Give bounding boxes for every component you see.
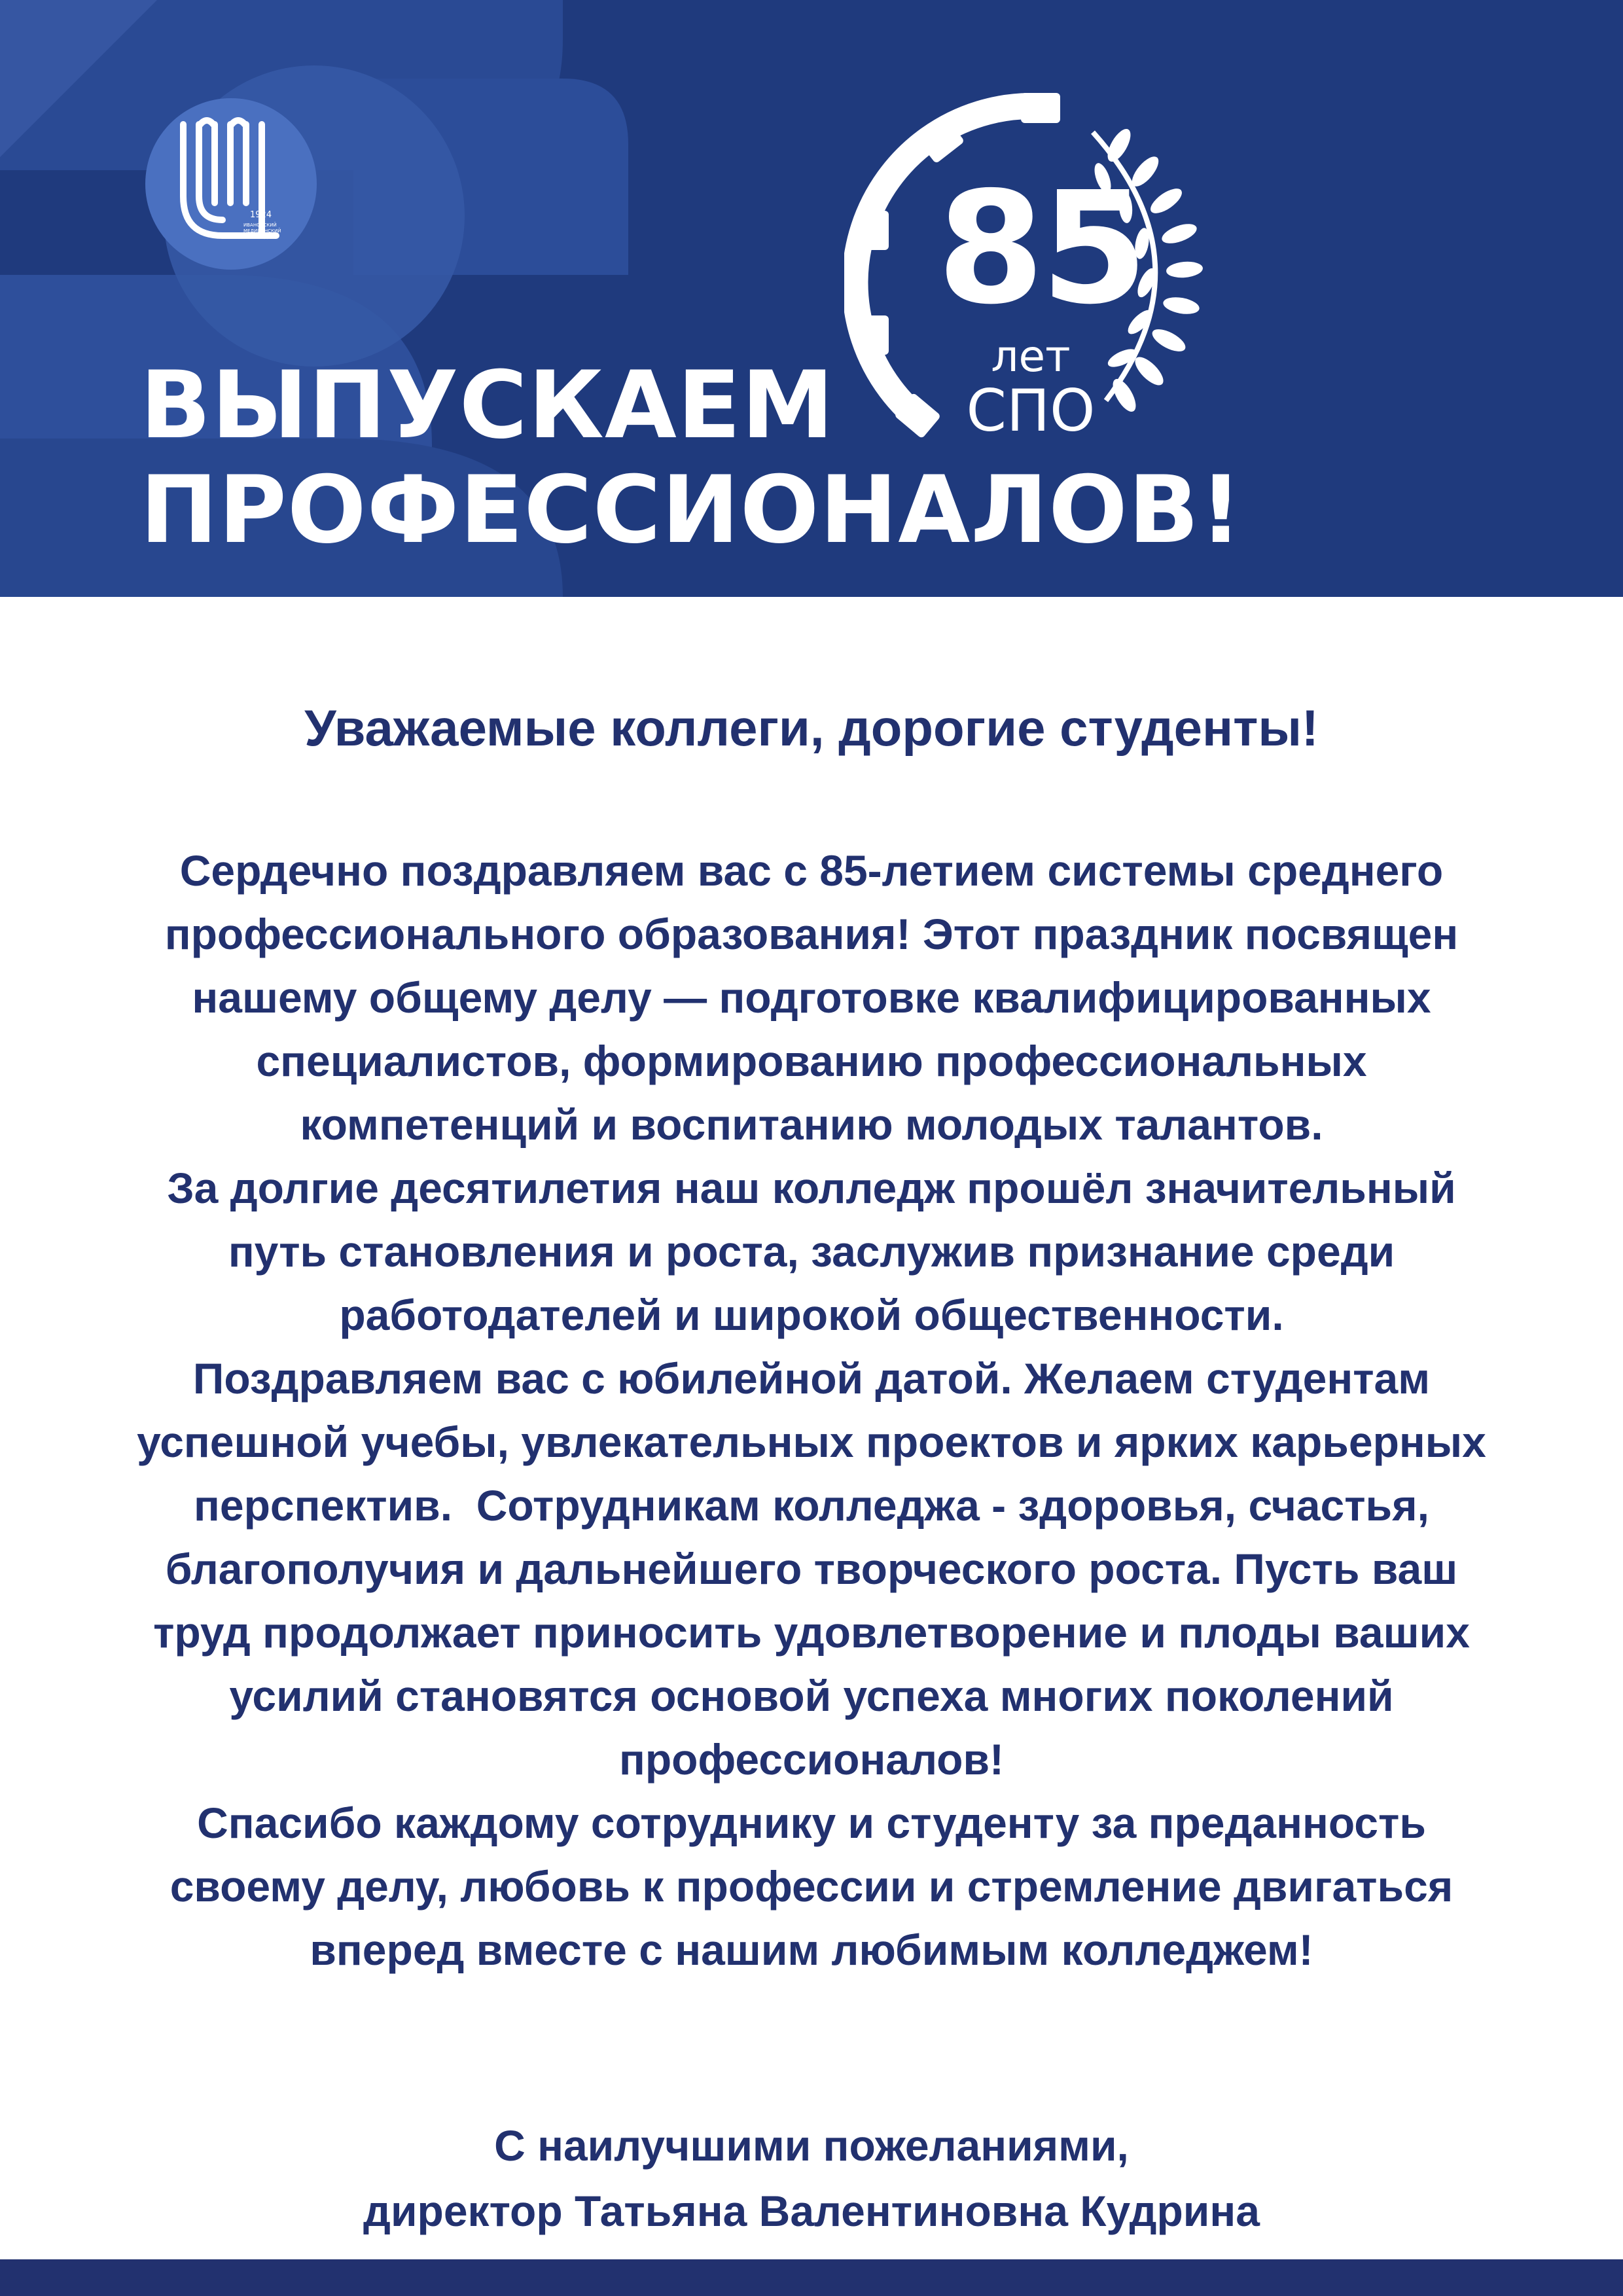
- closing-line: С наилучшими пожеланиями,: [494, 2121, 1129, 2170]
- signature-block: [0, 2113, 1623, 2244]
- text-line: За долгие десятилетия наш колледж прошёл значительный: [167, 1164, 1456, 1212]
- svg-text:КОЛЛЕДЖ: КОЛЛЕДЖ: [247, 234, 273, 240]
- text-line: профессионального образования! Этот праздник посвящен: [164, 910, 1459, 958]
- title-line-1: ВЫПУСКАЕМ: [140, 351, 835, 459]
- text-line: перспектив. Сотрудникам колледжа - здоровья, счастья,: [194, 1481, 1429, 1530]
- text-line: усилий становятся основой успеха многих поколений: [229, 1672, 1394, 1720]
- congratulation-text: [26, 839, 1597, 1982]
- text-line: работодателей и широкой общественности.: [339, 1291, 1284, 1339]
- greeting: Уважаемые коллеги, дорогие студенты!: [304, 699, 1319, 757]
- header-banner: [0, 0, 1623, 597]
- text-line: профессионалов!: [618, 1735, 1004, 1784]
- page-title: [140, 353, 1243, 563]
- svg-text:МЕДИЦИНСКИЙ: МЕДИЦИНСКИЙ: [243, 228, 281, 234]
- text-line: нашему общему делу — подготовке квалифицированных: [192, 973, 1431, 1022]
- text-line: специалистов, формированию профессиональных: [256, 1037, 1367, 1085]
- text-line: Поздравляем вас с юбилейной датой. Желаем студентам: [192, 1354, 1431, 1403]
- text-line: труд продолжает приносить удовлетворение и плоды ваших: [153, 1608, 1470, 1657]
- svg-text:ИВАНОВСКИЙ: ИВАНОВСКИЙ: [243, 223, 277, 228]
- badge-spo-label: СПО: [966, 377, 1096, 444]
- text-line: Спасибо каждому сотруднику и студенту за преданность: [197, 1799, 1426, 1847]
- letter-body: [0, 597, 1623, 2244]
- title-line-2: ПРОФЕССИОНАЛОВ!: [140, 456, 1243, 564]
- text-line: успешной учебы, увлекательных проектов и ярких карьерных: [137, 1418, 1486, 1466]
- badge-years-label: лет: [991, 331, 1071, 382]
- text-line: своему делу, любовь к профессии и стремление двигаться: [169, 1862, 1454, 1910]
- svg-text:1924: 1924: [250, 210, 272, 220]
- college-emblem-icon: [145, 98, 317, 270]
- signer-line: директор Татьяна Валентиновна Кудрина: [363, 2187, 1260, 2235]
- text-line: благополучия и дальнейшего творческого роста. Пусть ваш: [165, 1545, 1458, 1593]
- footer-bar: [0, 2259, 1623, 2296]
- text-line: Сердечно поздравляем вас с 85-летием системы среднего: [179, 846, 1444, 895]
- text-line: компетенций и воспитанию молодых талантов.: [300, 1100, 1323, 1149]
- badge-number: 85: [936, 158, 1145, 338]
- text-line: путь становления и роста, заслужив признание среди: [228, 1227, 1395, 1276]
- text-line: вперед вместе с нашим любимым колледжем!: [310, 1926, 1313, 1974]
